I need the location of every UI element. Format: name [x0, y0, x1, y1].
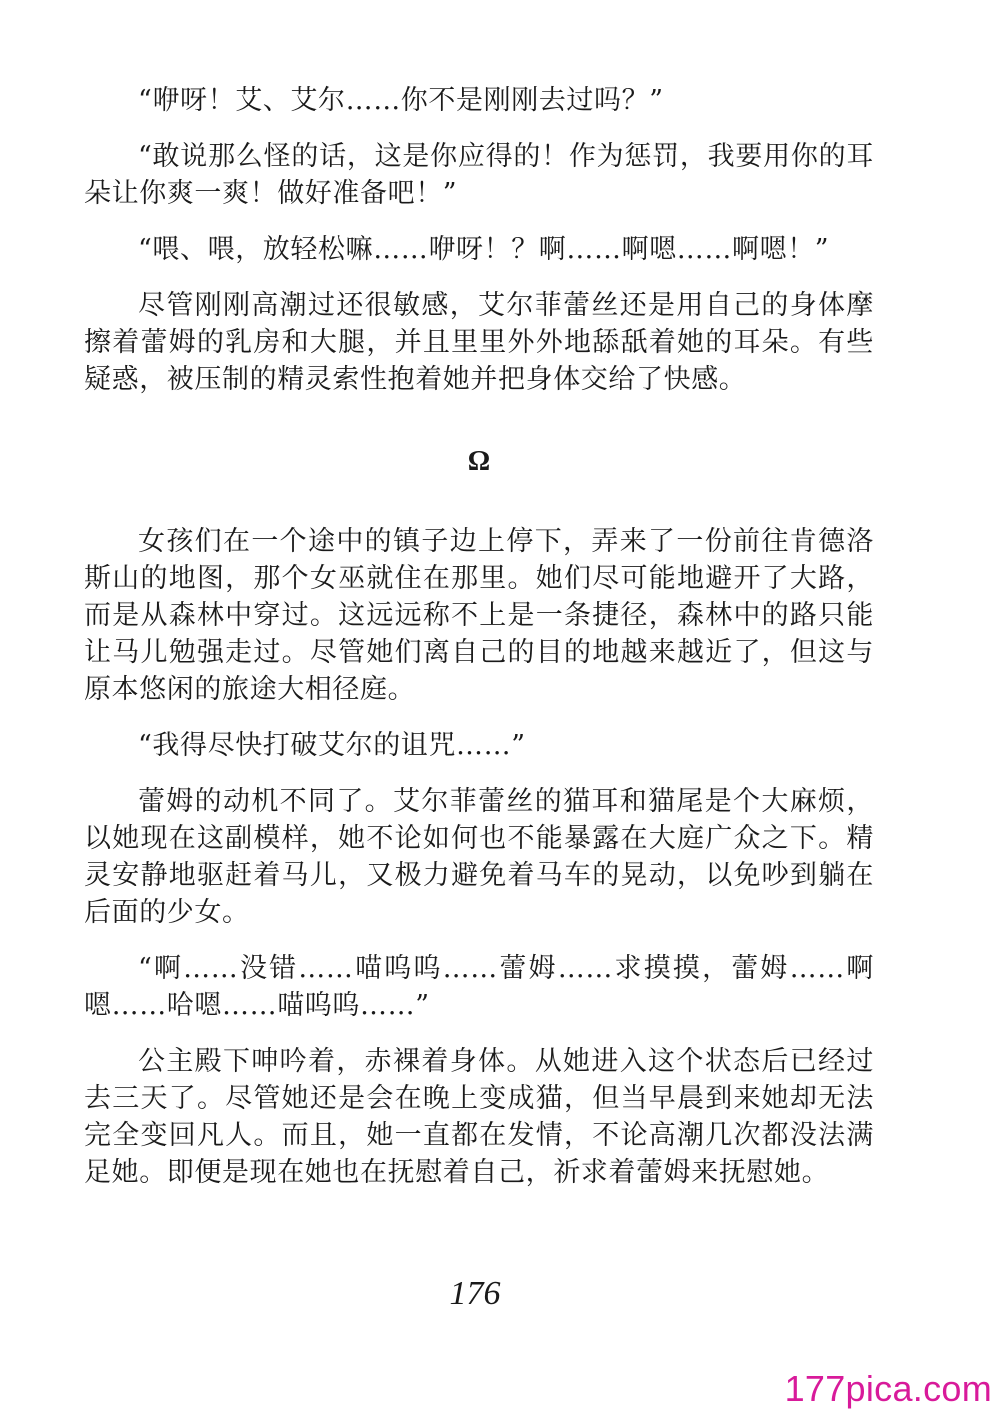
paragraph: “咿呀！艾、艾尔……你不是刚刚去过吗？”	[138, 85, 664, 116]
paragraph: 女孩们在一个途中的镇子边上停下，弄来了一份前往肯德洛斯山的地图，那个女巫就住在那里。她们尽可能地避开了大路，而是从森林中穿过。这远远称不上是一条捷径，森林中的路只能让马儿勉强走过。尽管她们离自己的目的地越来越近了，但这与原本悠闲的旅途大相径庭。	[84, 526, 874, 705]
paragraph: 公主殿下呻吟着，赤裸着身体。从她进入这个状态后已经过去三天了。尽管她还是会在晚上变成猫，但当早晨到来她却无法完全变回凡人。而且，她一直都在发情，不论高潮几次都没法满足她。即便是现在她也在抚慰着自己，祈求着蕾姆来抚慰她。	[84, 1046, 874, 1188]
paragraph: “啊……没错……喵呜呜……蕾姆……求摸摸，蕾姆……啊嗯……哈嗯……喵呜呜……”	[84, 953, 874, 1021]
paragraph: 尽管刚刚高潮过还很敏感，艾尔菲蕾丝还是用自己的身体摩擦着蕾姆的乳房和大腿，并且里里外外地舔舐着她的耳朵。有些疑惑，被压制的精灵索性抱着她并把身体交给了快感。	[84, 290, 874, 395]
section-break-mark: Ω	[467, 446, 491, 477]
paragraph: 蕾姆的动机不同了。艾尔菲蕾丝的猫耳和猫尾是个大麻烦，以她现在这副模样，她不论如何也不能暴露在大庭广众之下。精灵安静地驱赶着马儿，又极力避免着马车的晃动，以免吵到躺在后面的少女。	[84, 786, 874, 928]
paragraph: “敢说那么怪的话，这是你应得的！作为惩罚，我要用你的耳朵让你爽一爽！做好准备吧！”	[84, 141, 874, 209]
paragraph: “我得尽快打破艾尔的诅咒……”	[138, 730, 526, 761]
page-body	[84, 82, 874, 1210]
watermark-text: 177pica.com	[784, 1368, 992, 1409]
paragraph: “喂、喂，放轻松嘛……咿呀！？啊……啊嗯……啊嗯！”	[138, 234, 830, 265]
page-number: 176	[449, 1275, 501, 1312]
